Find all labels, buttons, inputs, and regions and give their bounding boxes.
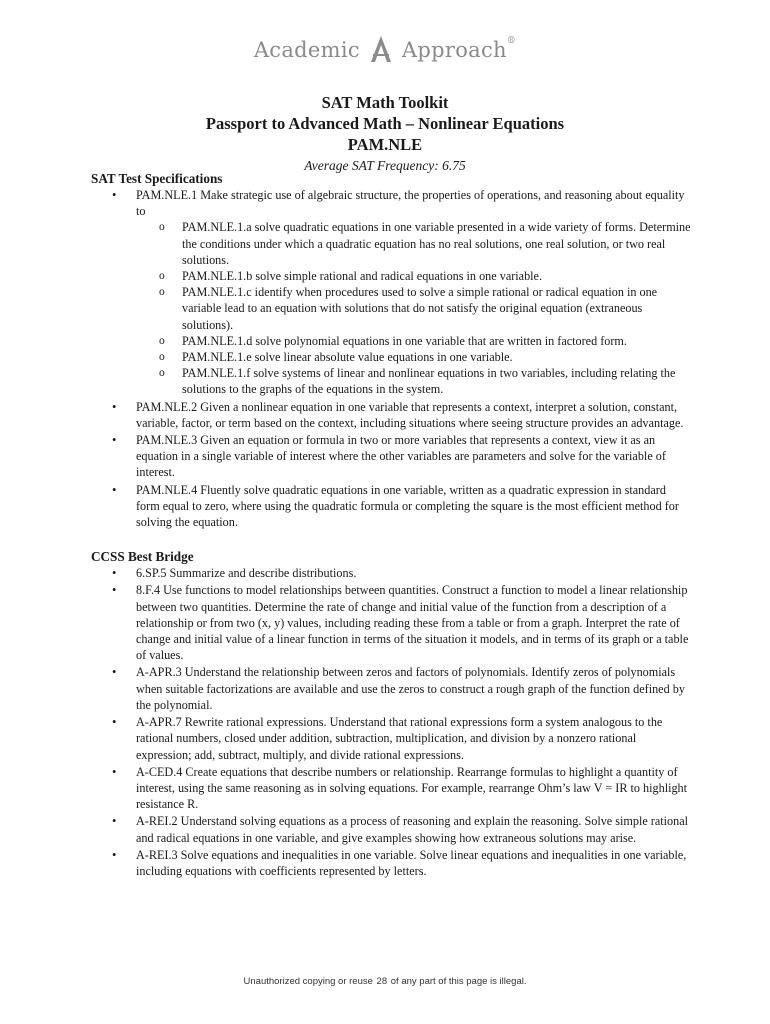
list-item: • PAM.NLE.3 Given an equation or formula in two or more variables that represents a context, view it as an equation in a single variable of interest where the other variables are parameters and solve for the variable of interest. bbox=[136, 432, 691, 481]
footer-text-end: of any part of this page is illegal. bbox=[390, 976, 527, 987]
topic-code: PAM.NLE bbox=[347, 135, 423, 154]
logo-word-approach: Approach bbox=[401, 38, 507, 62]
list-item: • PAM.NLE.1 Make strategic use of algebraic structure, the properties of operations, and reasoning about equality to o PAM.NLE.1.a solve quadratic equations in one variable presented in a wide variety of forms. Determine the conditions under which a quadratic equation has no real solutions, one real solution, or two real solutions. o PAM.NLE.1.b solve simple rational and radical equations in one variable. o PAM.NLE.1.c identify when procedures used to solve a simple rational or radical equation in one variable lead to an equation with solutions that do not satisfy the original equation (extraneous solutions). o PAM.NLE.1.d solve polynomial equations in one variable that are written in factored form. o PAM.NLE.1.e solve linear absolute value equations in one variable. o PAM.NLE.1.f solve systems of linear and nonlinear equations in two variables, including relating the solutions to the graphs of the equations in the system. bbox=[136, 187, 691, 398]
list-item: • A-APR.3 Understand the relationship between zeros and factors of polynomials. Identify zeros of polynomials when suitable factorizations are available and use the zeros to construct a rough graph of the function defined by the polynomial. bbox=[136, 664, 691, 713]
list-item: • A-APR.7 Rewrite rational expressions. Understand that rational expressions form a system analogous to the rational numbers, closed under addition, subtraction, multiplication, and division by a nonzero rational expression; add, subtract, multiply, and divide rational expressions. bbox=[136, 714, 691, 763]
list-item: o PAM.NLE.1.d solve polynomial equations in one variable that are written in factored form. bbox=[182, 333, 691, 349]
list-item: o PAM.NLE.1.b solve simple rational and radical equations in one variable. bbox=[182, 268, 691, 284]
list-item: • A-REI.3 Solve equations and inequalities in one variable. Solve linear equations and inequalities in one variable, including equations with coefficients represented by letters. bbox=[136, 847, 691, 879]
academic-approach-a-mark-icon bbox=[370, 35, 392, 63]
ccss-list bbox=[91, 565, 691, 879]
ccss-heading: CCSS Best Bridge bbox=[91, 549, 194, 565]
average-frequency: Average SAT Frequency: 6.75 bbox=[304, 158, 466, 173]
list-item: • PAM.NLE.2 Given a nonlinear equation in one variable that represents a context, interpret a solution, constant, variable, factor, or term based on the context, including situations where seeing structure provides an advantage. bbox=[136, 399, 691, 431]
list-item: • A-CED.4 Create equations that describe numbers or relationship. Rearrange formulas to highlight a quantity of interest, using the same reasoning as in solving equations. For example, rearrange Ohm’s law V = IR to highlight resistance R. bbox=[136, 764, 691, 813]
logo-word-academic: Academic bbox=[253, 38, 360, 62]
footer-text-start: Unauthorized copying or reuse bbox=[243, 976, 373, 987]
academic-approach-logo bbox=[0, 38, 770, 63]
sub-list bbox=[136, 219, 691, 397]
page-number: 28 bbox=[376, 976, 388, 987]
sat-specs-heading: SAT Test Specifications bbox=[91, 171, 223, 186]
list-item: • A-REI.2 Understand solving equations as a process of reasoning and explain the reasoning. Solve simple rational and radical equations in one variable, and give examples showing how extraneous solutions may arise. bbox=[136, 813, 691, 845]
document-body bbox=[91, 170, 691, 880]
document-header bbox=[0, 92, 770, 175]
registered-mark: ® bbox=[506, 36, 517, 46]
topic-title: Passport to Advanced Math – Nonlinear Equations bbox=[205, 114, 565, 133]
list-item: • 8.F.4 Use functions to model relationships between quantities. Construct a function to model a linear relationship between two quantities. Determine the rate of change and initial value of the function from a description of a relationship or from two (x, y) values, including reading these from a table or from a graph. Interpret the rate of change and initial value of a linear function in terms of the situation it models, and in terms of its graph or a table of values. bbox=[136, 582, 691, 663]
copyright-footer bbox=[0, 976, 770, 987]
list-item: o PAM.NLE.1.e solve linear absolute value equations in one variable. bbox=[182, 349, 691, 365]
list-item: • 6.SP.5 Summarize and describe distributions. bbox=[136, 565, 691, 581]
list-item: o PAM.NLE.1.c identify when procedures used to solve a simple rational or radical equation in one variable lead to an equation with solutions that do not satisfy the original equation (extraneous solutions). bbox=[182, 284, 691, 333]
list-item: o PAM.NLE.1.f solve systems of linear and nonlinear equations in two variables, including relating the solutions to the graphs of the equations in the system. bbox=[182, 365, 691, 397]
list-item: • PAM.NLE.4 Fluently solve quadratic equations in one variable, written as a quadratic expression in standard form equal to zero, where using the quadratic formula or completing the square is the most efficient method for solving the equation. bbox=[136, 482, 691, 531]
toolkit-title: SAT Math Toolkit bbox=[321, 93, 449, 112]
list-item: o PAM.NLE.1.a solve quadratic equations in one variable presented in a wide variety of forms. Determine the conditions under which a quadratic equation has no real solutions, one real solution, or two real solutions. bbox=[182, 219, 691, 268]
sat-specs-list bbox=[91, 187, 691, 530]
